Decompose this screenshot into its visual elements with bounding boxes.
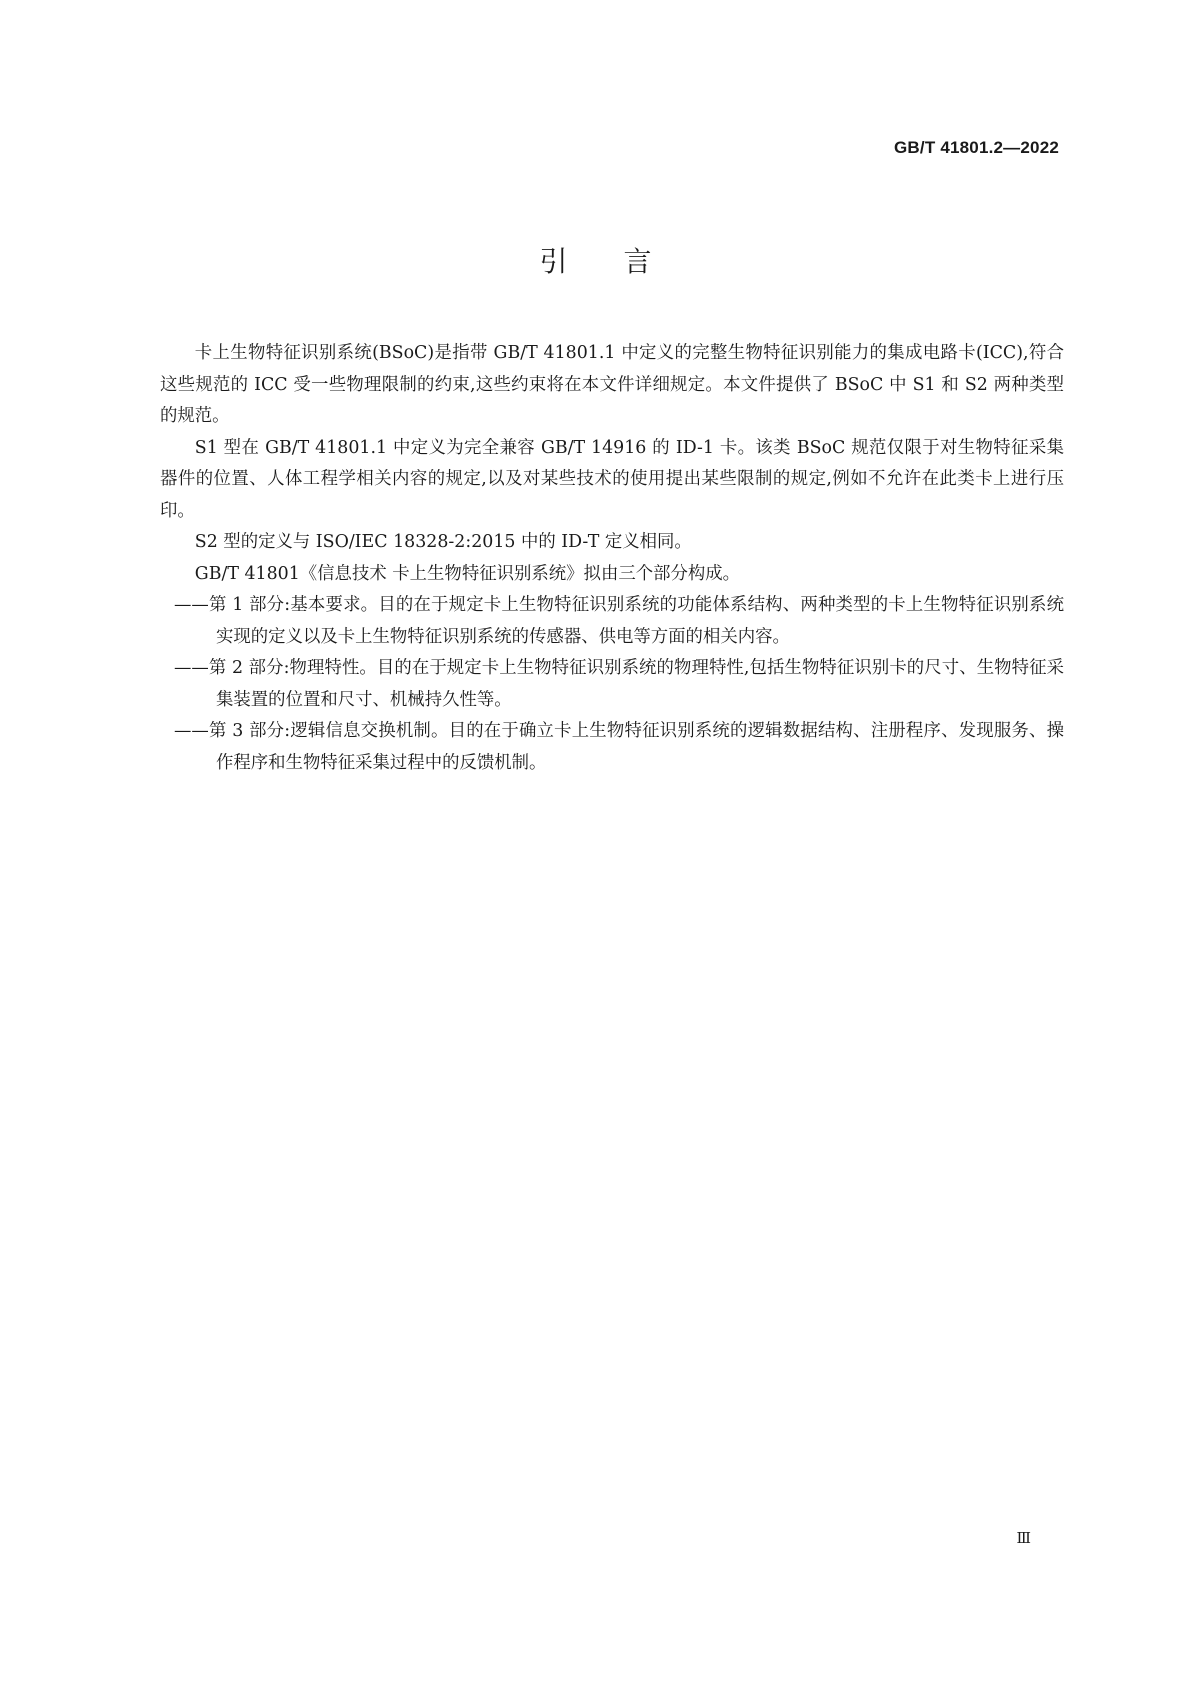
paragraph-parts-intro: GB/T 41801《信息技术 卡上生物特征识别系统》拟由三个部分构成。 [194, 563, 741, 584]
list-item-part-2: ——第 2 部分:物理特性。目的在于规定卡上生物特征识别系统的物理特性,包括生物特征识别卡的尺寸、生物特征采集装置的位置和尺寸、机械持久性等。 [174, 658, 1064, 710]
paragraph-s1-type: S1 型在 GB/T 41801.1 中定义为完全兼容 GB/T 14916 的 ID-1 卡。该类 BSoC 规范仅限于对生物特征采集器件的位置、人体工程学相关内容的规定,以及对某些技术的使用提出某些限制的规定,例如不允许在此类卡上进行压印。 [160, 437, 1064, 521]
page-number: Ⅲ [1016, 1529, 1031, 1547]
paragraph-bsoc-definition: 卡上生物特征识别系统(BSoC)是指带 GB/T 41801.1 中定义的完整生物特征识别能力的集成电路卡(ICC),符合这些规范的 ICC 受一些物理限制的约束,这些约束将在本文件详细规定。本文件提供了 BSoC 中 S1 和 S2 两种类型的规范。 [160, 343, 1064, 426]
paragraph-s2-type: S2 型的定义与 ISO/IEC 18328-2:2015 中的 ID-T 定义相同。 [194, 532, 692, 552]
page-title: 引言 [539, 245, 708, 278]
document-code: GB/T 41801.2—2022 [894, 138, 1059, 157]
introduction-body [160, 338, 1064, 779]
list-item-part-3: ——第 3 部分:逻辑信息交换机制。目的在于确立卡上生物特征识别系统的逻辑数据结构、注册程序、发现服务、操作程序和生物特征采集过程中的反馈机制。 [174, 721, 1064, 773]
list-item-part-1: ——第 1 部分:基本要求。目的在于规定卡上生物特征识别系统的功能体系结构、两种类型的卡上生物特征识别系统实现的定义以及卡上生物特征识别系统的传感器、供电等方面的相关内容。 [174, 595, 1064, 647]
